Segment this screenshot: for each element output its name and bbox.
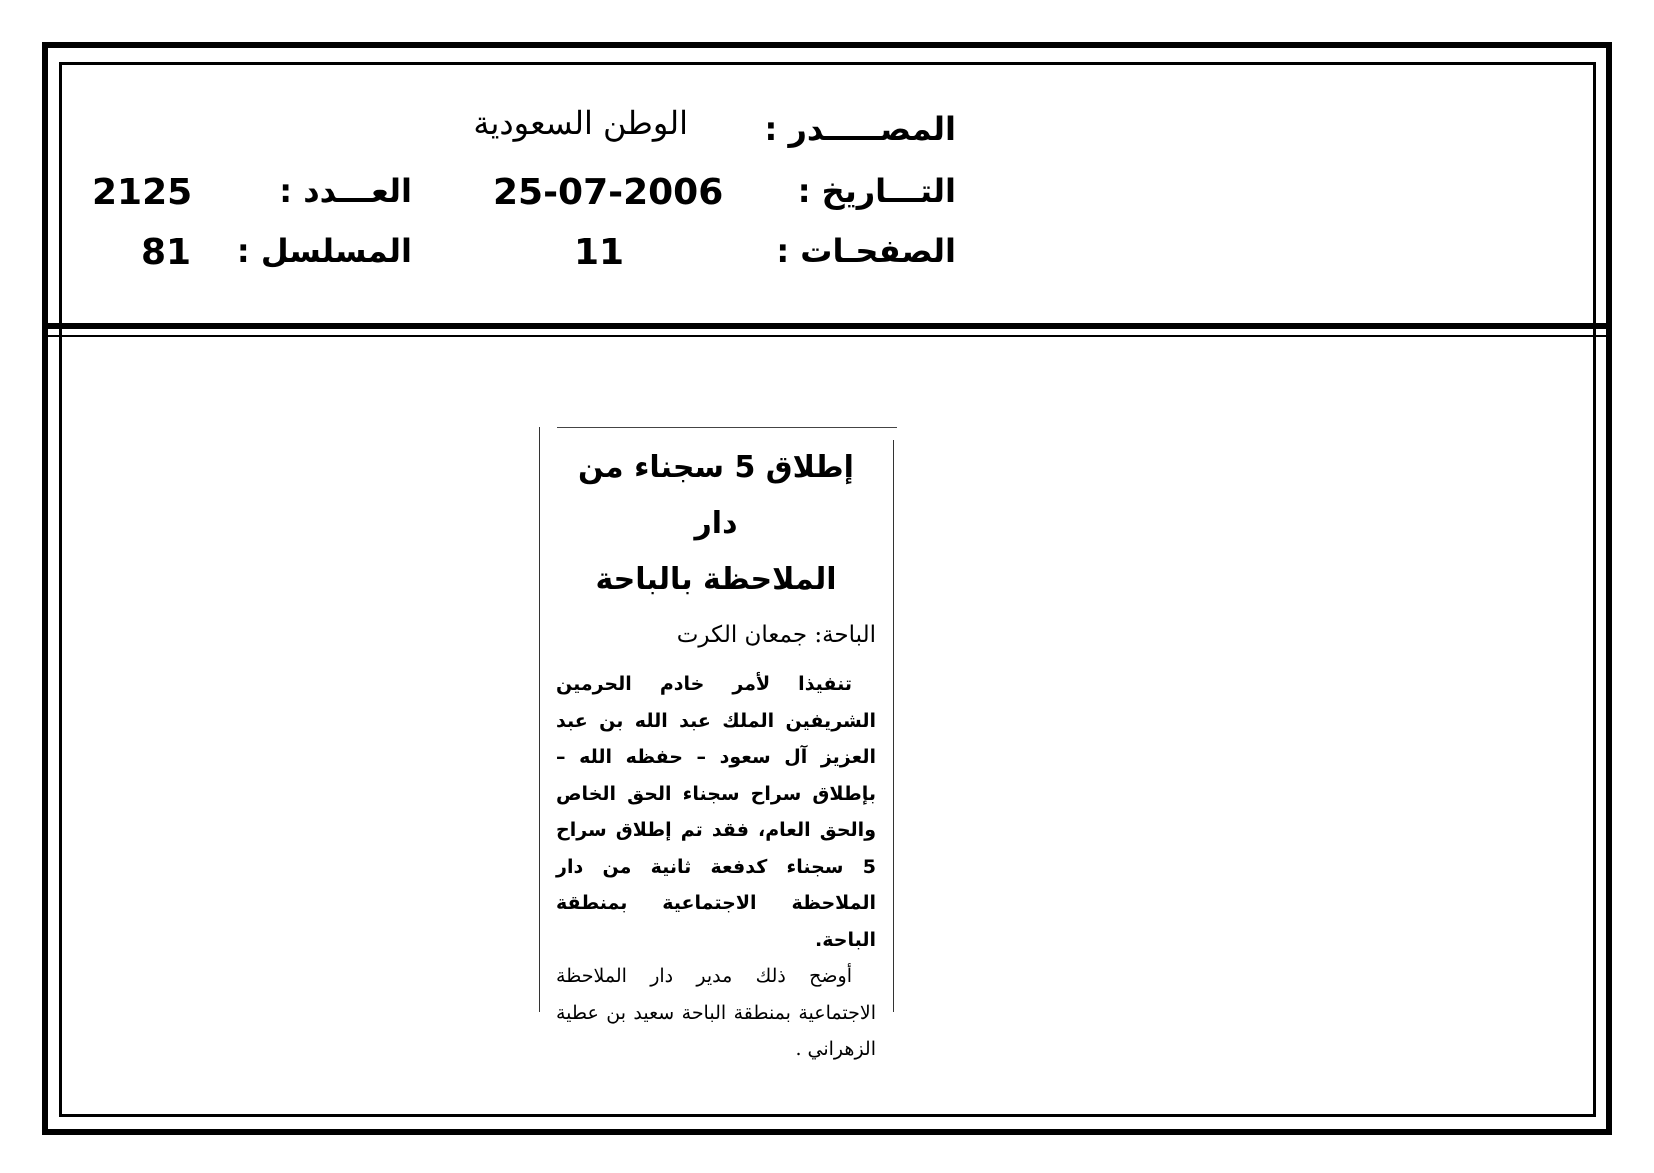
headline-line-1: إطلاق 5 سجناء من دار [578, 450, 854, 541]
date-value: 25-07-2006 [493, 172, 724, 213]
article-clipping [556, 440, 876, 1068]
issue-value: 2125 [92, 172, 193, 213]
headline-line-2: الملاحظة بالباحة [595, 562, 837, 597]
clipping-top-rule [557, 427, 897, 428]
pages-value: 11 [574, 232, 625, 273]
pages-label: الصفحـات : [776, 232, 956, 270]
serial-value: 81 [141, 232, 192, 273]
source-value: الوطن السعودية [473, 104, 688, 142]
serial-label: المسلسل : [236, 232, 412, 270]
clipping-right-rule [893, 440, 894, 1012]
article-headline [556, 440, 876, 608]
date-label: التـــاريخ : [797, 172, 956, 210]
issue-label: العـــدد : [279, 172, 412, 210]
source-label: المصـــــدر : [764, 110, 956, 148]
article-byline: الباحة: جمعان الكرت [676, 622, 876, 648]
article-paragraph-1: تنفيذا لأمر خادم الحرمين الشريفين الملك عبد الله بن عبد العزيز آل سعود – حفظه الله – بإطلاق سراح سجناء الحق الخاص والحق العام، فقد تم إطلاق سراح 5 سجناء كدفعة ثانية من دار الملاحظة الاجتماعية بمنطقة الباحة. [556, 673, 876, 951]
clipping-left-rule [539, 427, 540, 1012]
article-paragraph-2: أوضح ذلك مدير دار الملاحظة الاجتماعية بمنطقة الباحة سعيد بن عطية الزهراني . [556, 965, 876, 1060]
header-divider-thick [45, 323, 1609, 329]
header-divider-thin [45, 335, 1609, 337]
